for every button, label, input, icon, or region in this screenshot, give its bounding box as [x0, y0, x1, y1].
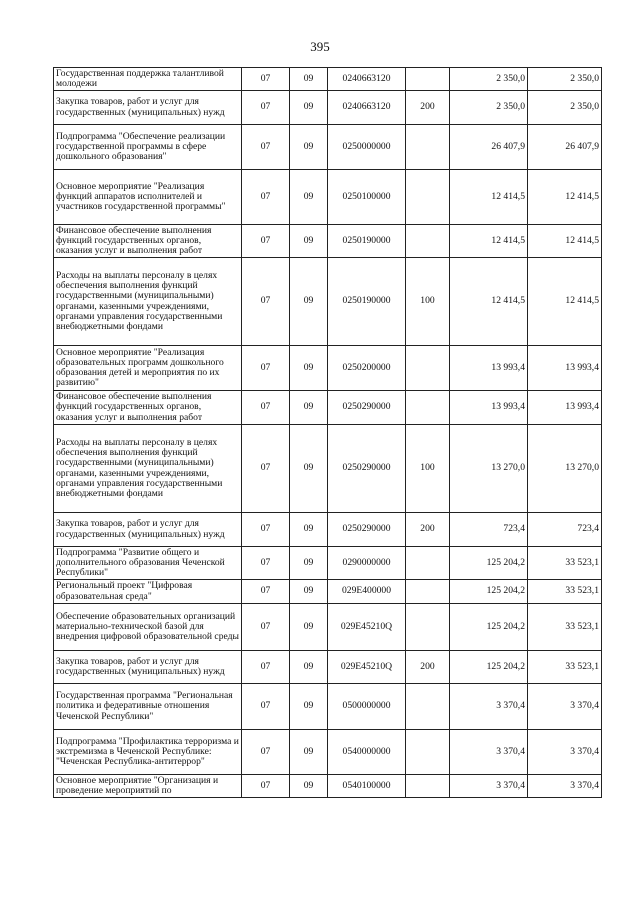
- cell-expense-type: [406, 730, 450, 775]
- cell-section: 07: [242, 604, 290, 651]
- cell-subsection: 09: [290, 513, 328, 547]
- cell-expense-type: [406, 547, 450, 580]
- cell-subsection: 09: [290, 346, 328, 391]
- cell-section: 07: [242, 580, 290, 604]
- cell-section: 07: [242, 513, 290, 547]
- cell-name: Закупка товаров, работ и услуг для государственных (муниципальных) нужд: [54, 513, 242, 547]
- table-row: [54, 91, 602, 125]
- cell-target-article: 0250100000: [328, 170, 406, 225]
- cell-section: 07: [242, 68, 290, 91]
- table-row: [54, 346, 602, 391]
- cell-section: 07: [242, 775, 290, 798]
- cell-amount-1: 3 370,4: [450, 775, 528, 798]
- cell-amount-2: 26 407,9: [528, 125, 602, 170]
- cell-target-article: 0250290000: [328, 513, 406, 547]
- cell-target-article: 0500000000: [328, 684, 406, 730]
- table-row: [54, 775, 602, 798]
- cell-section: 07: [242, 651, 290, 684]
- cell-amount-1: 12 414,5: [450, 258, 528, 346]
- cell-subsection: 09: [290, 258, 328, 346]
- cell-section: 07: [242, 258, 290, 346]
- cell-name: Основное мероприятие "Реализация образовательных программ дошкольного образования детей и мероприятия по их развитию": [54, 346, 242, 391]
- cell-amount-2: 2 350,0: [528, 68, 602, 91]
- cell-subsection: 09: [290, 125, 328, 170]
- cell-amount-1: 12 414,5: [450, 170, 528, 225]
- cell-subsection: 09: [290, 684, 328, 730]
- cell-amount-1: 125 204,2: [450, 547, 528, 580]
- table-row: [54, 68, 602, 91]
- cell-name: Подпрограмма "Профилактика терроризма и экстремизма в Чеченской Республике: "Чеченская Республика-антитеррор": [54, 730, 242, 775]
- table-row: [54, 425, 602, 513]
- cell-target-article: 0540100000: [328, 775, 406, 798]
- table-row: [54, 170, 602, 225]
- cell-name: Региональный проект "Цифровая образовательная среда": [54, 580, 242, 604]
- cell-subsection: 09: [290, 391, 328, 425]
- cell-amount-2: 13 993,4: [528, 391, 602, 425]
- cell-section: 07: [242, 547, 290, 580]
- cell-amount-1: 2 350,0: [450, 68, 528, 91]
- cell-amount-2: 33 523,1: [528, 651, 602, 684]
- table-row: [54, 651, 602, 684]
- cell-subsection: 09: [290, 425, 328, 513]
- cell-amount-1: 723,4: [450, 513, 528, 547]
- cell-amount-1: 3 370,4: [450, 730, 528, 775]
- cell-subsection: 09: [290, 170, 328, 225]
- cell-amount-1: 12 414,5: [450, 225, 528, 258]
- cell-amount-2: 3 370,4: [528, 730, 602, 775]
- table-row: [54, 258, 602, 346]
- cell-subsection: 09: [290, 604, 328, 651]
- cell-amount-2: 2 350,0: [528, 91, 602, 125]
- table-row: [54, 225, 602, 258]
- cell-name: Основное мероприятие "Организация и проведение мероприятий по: [54, 775, 242, 798]
- cell-amount-1: 125 204,2: [450, 604, 528, 651]
- cell-subsection: 09: [290, 547, 328, 580]
- table-row: [54, 391, 602, 425]
- table-row: [54, 604, 602, 651]
- cell-name: Подпрограмма "Развитие общего и дополнительного образования Чеченской Республики": [54, 547, 242, 580]
- budget-table: [53, 67, 602, 798]
- table-row: [54, 580, 602, 604]
- cell-subsection: 09: [290, 651, 328, 684]
- cell-section: 07: [242, 91, 290, 125]
- cell-name: Закупка товаров, работ и услуг для государственных (муниципальных) нужд: [54, 91, 242, 125]
- table-body: [54, 68, 602, 798]
- cell-target-article: 0540000000: [328, 730, 406, 775]
- cell-amount-1: 3 370,4: [450, 684, 528, 730]
- table-row: [54, 547, 602, 580]
- cell-expense-type: [406, 684, 450, 730]
- cell-name: Подпрограмма "Обеспечение реализации государственной программы в сфере дошкольного образования": [54, 125, 242, 170]
- cell-amount-2: 33 523,1: [528, 580, 602, 604]
- cell-expense-type: [406, 391, 450, 425]
- cell-section: 07: [242, 225, 290, 258]
- cell-expense-type: [406, 125, 450, 170]
- cell-target-article: 0250290000: [328, 391, 406, 425]
- cell-amount-1: 13 993,4: [450, 391, 528, 425]
- page-number: 395: [310, 39, 330, 54]
- cell-amount-2: 3 370,4: [528, 684, 602, 730]
- cell-expense-type: 200: [406, 91, 450, 125]
- cell-name: Расходы на выплаты персоналу в целях обеспечения выполнения функций государственными (муниципальными) органами, казенными учреждениями, органами управления государственными внебюджетными фондами: [54, 258, 242, 346]
- cell-subsection: 09: [290, 580, 328, 604]
- cell-section: 07: [242, 125, 290, 170]
- cell-amount-1: 26 407,9: [450, 125, 528, 170]
- cell-name: Расходы на выплаты персоналу в целях обеспечения выполнения функций государственными (муниципальными) органами, казенными учреждениями, органами управления государственными внебюджетными фондами: [54, 425, 242, 513]
- cell-target-article: 0240663120: [328, 91, 406, 125]
- cell-amount-2: 13 270,0: [528, 425, 602, 513]
- cell-amount-2: 33 523,1: [528, 604, 602, 651]
- cell-expense-type: 100: [406, 425, 450, 513]
- cell-name: Финансовое обеспечение выполнения функций государственных органов, оказания услуг и выполнения работ: [54, 391, 242, 425]
- cell-section: 07: [242, 730, 290, 775]
- cell-expense-type: [406, 604, 450, 651]
- cell-target-article: 029E45210Q: [328, 604, 406, 651]
- cell-target-article: 0240663120: [328, 68, 406, 91]
- cell-subsection: 09: [290, 68, 328, 91]
- cell-target-article: 0250200000: [328, 346, 406, 391]
- cell-name: Обеспечение образовательных организаций материально-технической базой для внедрения цифровой образовательной среды: [54, 604, 242, 651]
- cell-expense-type: [406, 225, 450, 258]
- cell-target-article: 0250000000: [328, 125, 406, 170]
- cell-amount-1: 125 204,2: [450, 651, 528, 684]
- cell-amount-2: 13 993,4: [528, 346, 602, 391]
- cell-section: 07: [242, 391, 290, 425]
- cell-amount-2: 12 414,5: [528, 225, 602, 258]
- cell-section: 07: [242, 170, 290, 225]
- cell-expense-type: 200: [406, 513, 450, 547]
- cell-subsection: 09: [290, 775, 328, 798]
- table-row: [54, 513, 602, 547]
- cell-expense-type: [406, 346, 450, 391]
- cell-name: Основное мероприятие "Реализация функций аппаратов исполнителей и участников государственной программы": [54, 170, 242, 225]
- cell-name: Государственная программа "Региональная политика и федеративные отношения Чеченской Республики": [54, 684, 242, 730]
- cell-expense-type: [406, 170, 450, 225]
- cell-expense-type: [406, 775, 450, 798]
- cell-section: 07: [242, 684, 290, 730]
- cell-amount-2: 33 523,1: [528, 547, 602, 580]
- cell-expense-type: [406, 68, 450, 91]
- table-row: [54, 125, 602, 170]
- cell-section: 07: [242, 425, 290, 513]
- cell-section: 07: [242, 346, 290, 391]
- cell-subsection: 09: [290, 730, 328, 775]
- cell-amount-1: 125 204,2: [450, 580, 528, 604]
- cell-target-article: 029E45210Q: [328, 651, 406, 684]
- cell-amount-2: 12 414,5: [528, 258, 602, 346]
- cell-amount-1: 13 270,0: [450, 425, 528, 513]
- cell-amount-2: 3 370,4: [528, 775, 602, 798]
- cell-target-article: 029E400000: [328, 580, 406, 604]
- cell-expense-type: 100: [406, 258, 450, 346]
- cell-amount-2: 12 414,5: [528, 170, 602, 225]
- cell-target-article: 0250190000: [328, 225, 406, 258]
- cell-amount-1: 13 993,4: [450, 346, 528, 391]
- cell-subsection: 09: [290, 91, 328, 125]
- cell-name: Закупка товаров, работ и услуг для государственных (муниципальных) нужд: [54, 651, 242, 684]
- cell-expense-type: 200: [406, 651, 450, 684]
- table-row: [54, 684, 602, 730]
- cell-amount-2: 723,4: [528, 513, 602, 547]
- cell-amount-1: 2 350,0: [450, 91, 528, 125]
- table-row: [54, 730, 602, 775]
- cell-name: Финансовое обеспечение выполнения функций государственных органов, оказания услуг и выполнения работ: [54, 225, 242, 258]
- cell-expense-type: [406, 580, 450, 604]
- cell-target-article: 0290000000: [328, 547, 406, 580]
- cell-target-article: 0250190000: [328, 258, 406, 346]
- cell-subsection: 09: [290, 225, 328, 258]
- cell-name: Государственная поддержка талантливой молодежи: [54, 68, 242, 91]
- cell-target-article: 0250290000: [328, 425, 406, 513]
